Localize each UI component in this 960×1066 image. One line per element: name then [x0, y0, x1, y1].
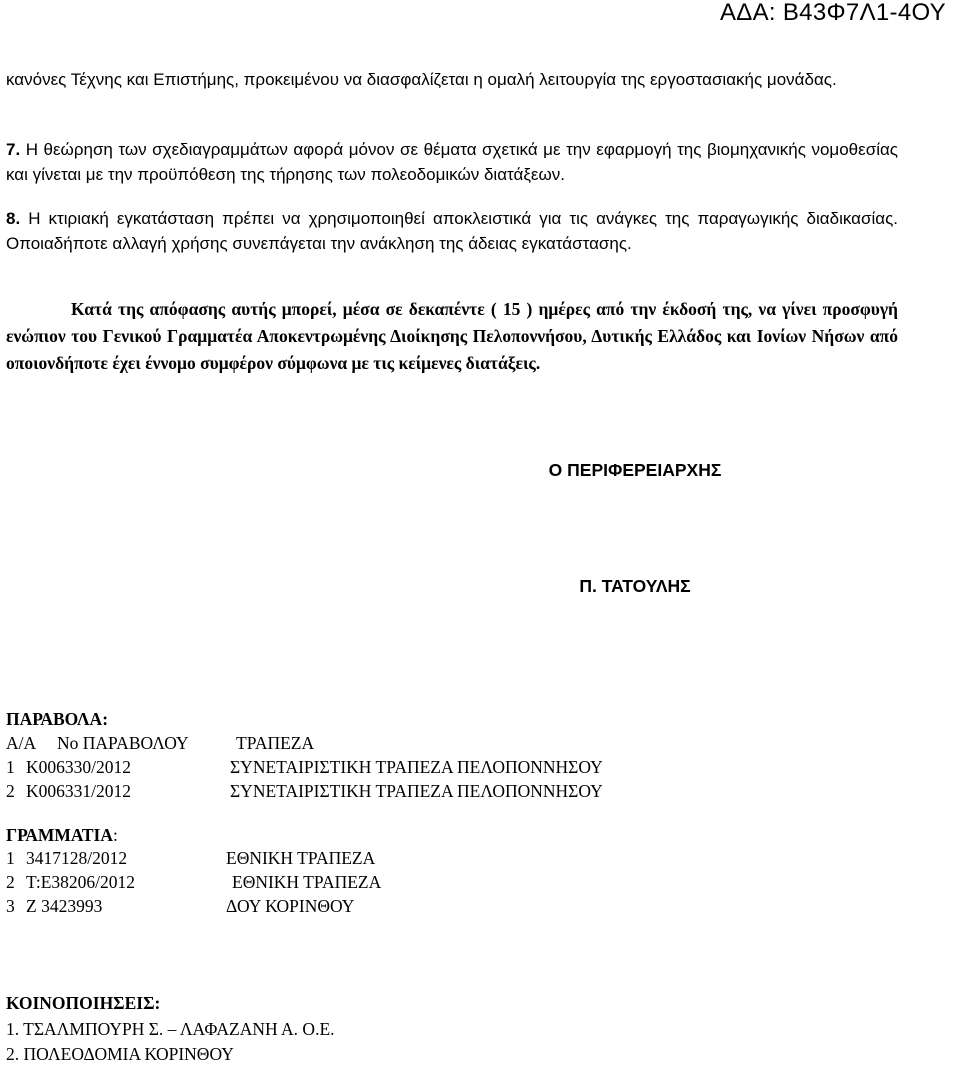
term-item-7-number: 7. [6, 140, 21, 159]
fees-col-bank: ΤΡΑΠΕΖΑ [236, 733, 315, 753]
stamps-row-bank: ΕΘΝΙΚΗ ΤΡΑΠΕΖΑ [226, 848, 376, 868]
fees-heading: ΠΑΡΑΒΟΛΑ: [6, 709, 109, 729]
stamps-row-bank: ΕΘΝΙΚΗ ΤΡΑΠΕΖΑ [232, 872, 382, 892]
stamps-row [6, 846, 506, 870]
fees-header-row [6, 731, 356, 755]
fees-row [6, 779, 706, 803]
fees-row-bank: ΣΥΝΕΤΑΙΡΙΣΤΙΚΗ ΤΡΑΠΕΖΑ ΠΕΛΟΠΟΝΝΗΣΟΥ [230, 757, 603, 777]
stamps-row-aa: 3 [6, 896, 15, 916]
signature-name: Π. ΤΑΤΟΥΛΗΣ [579, 576, 691, 596]
term-item-7 [6, 137, 898, 187]
stamps-heading-colon: : [112, 825, 118, 845]
stamps-row [6, 870, 506, 894]
terms-continuation: κανόνες Τέχνης και Επιστήμης, προκειμένου να διασφαλίζεται η ομαλή λειτουργία της εργοστασιακής μονάδας. [6, 70, 837, 89]
stamps-heading-text: ΓΡΑΜΜΑΤΙΑ [6, 825, 113, 845]
fees-col-aa: Α/Α [6, 733, 37, 753]
notification-item: 2. ΠΟΛΕΟΔΟΜΙΑ ΚΟΡΙΝΘΟΥ [6, 1044, 234, 1064]
term-item-7-text: Η θεώρηση των σχεδιαγραμμάτων αφορά μόνον σε θέματα σχετικά με την εφαρμογή της βιομηχανικής νομοθεσίας και γίνεται με την προϋπόθεση της τήρησης των πολεοδομικών διατάξεων. [6, 140, 898, 184]
fees-row-bank: ΣΥΝΕΤΑΙΡΙΣΤΙΚΗ ΤΡΑΠΕΖΑ ΠΕΛΟΠΟΝΝΗΣΟΥ [230, 781, 603, 801]
fees-row-no: Κ006330/2012 [26, 757, 131, 777]
term-item-8 [6, 206, 898, 256]
ada-code: ΑΔΑ: Β43Φ7Λ1-4ΟΥ [719, 0, 946, 26]
notification-item: 1. ΤΣΑΛΜΠΟΥΡΗ Σ. – ΛΑΦΑΖΑΝΗ Α. Ο.Ε. [6, 1019, 335, 1039]
stamps-row-no: Ζ 3423993 [26, 896, 103, 916]
fees-row-aa: 1 [6, 757, 15, 777]
appeal-notice: Κατά της απόφασης αυτής μπορεί, μέσα σε δεκαπέντε ( 15 ) ημέρες από την έκδοσή της, να γίνει προσφυγή ενώπιον του Γενικού Γραμματέα Αποκεντρωμένης Διοίκησης Πελοποννήσου, Δυτικής Ελλάδος και Ιονίων Νήσων από οποιονδήποτε έχει έννομο συμφέρον σύμφωνα με τις κείμενες διατάξεις. [6, 299, 898, 373]
stamps-row-bank: ΔΟΥ ΚΟΡΙΝΘΟΥ [226, 896, 355, 916]
fees-col-no: Νο ΠΑΡΑΒΟΛΟΥ [57, 733, 189, 753]
signature-title: Ο ΠΕΡΙΦΕΡΕΙΑΡΧΗΣ [548, 460, 722, 480]
stamps-row-aa: 1 [6, 848, 15, 868]
fees-row-no: Κ006331/2012 [26, 781, 131, 801]
notifications-heading: ΚΟΙΝΟΠΟΙΗΣΕΙΣ: [6, 993, 161, 1013]
fees-row-aa: 2 [6, 781, 15, 801]
term-item-8-text: Η κτιριακή εγκατάσταση πρέπει να χρησιμοποιηθεί αποκλειστικά για τις ανάγκες της παραγωγικής διαδικασίας. Οποιαδήποτε αλλαγή χρήσης συνεπάγεται την ανάκληση της άδειας εγκατάστασης. [6, 209, 898, 253]
stamps-row-no: Τ:Ε38206/2012 [26, 872, 135, 892]
stamps-row-aa: 2 [6, 872, 15, 892]
term-item-8-number: 8. [6, 209, 21, 228]
stamps-row-no: 3417128/2012 [26, 848, 128, 868]
fees-row [6, 755, 706, 779]
stamps-heading [6, 823, 118, 847]
stamps-row [6, 894, 506, 918]
